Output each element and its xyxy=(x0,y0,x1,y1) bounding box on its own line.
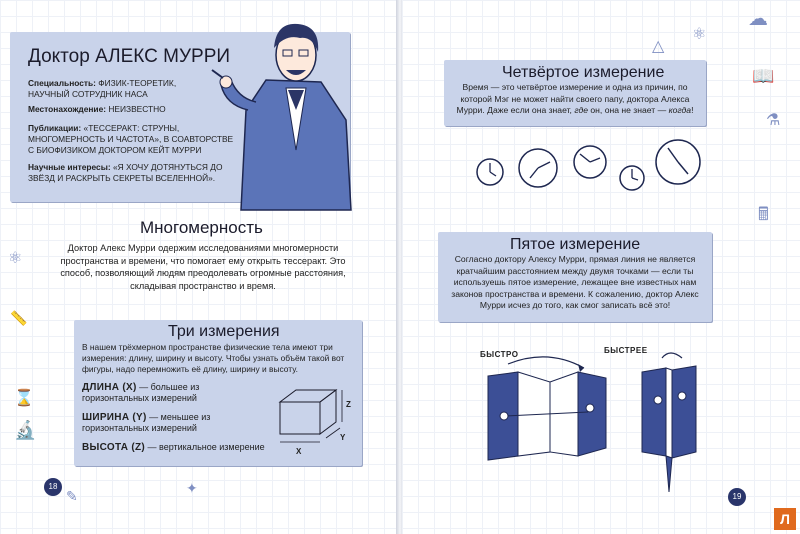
page-number-left: 18 xyxy=(44,478,62,496)
left-page xyxy=(0,0,398,534)
location-label: Местонахождение: xyxy=(28,104,107,114)
location-value: НЕИЗВЕСТНО xyxy=(108,104,166,114)
fourth-dim-box xyxy=(444,60,706,126)
faster-label: БЫСТРЕЕ xyxy=(604,346,648,355)
fourth-text-a: Время — это четвёртое измерение и одна из причин, по которой Мэг не может найти своего папу, доктора Алекса Мурри. Даже если она знает, xyxy=(456,82,690,115)
flask-doodle-icon: ⚗ xyxy=(766,112,781,129)
interests-label: Научные интересы: xyxy=(28,162,111,172)
interests-value: «Я ХОЧУ ДОТЯНУТЬСЯ ДО ЗВЁЗД И РАСКРЫТЬ СЕКРЕТЫ ВСЕЛЕННОЙ». xyxy=(28,162,223,183)
cloud-doodle-icon: ☁ xyxy=(748,8,768,30)
width-label: ШИРИНА (Y) xyxy=(82,412,147,423)
calculator-doodle-icon: 🖩 xyxy=(758,204,769,224)
height-desc: — вертикальное измерение xyxy=(147,442,265,452)
fourth-text-b: он, она не знает — xyxy=(588,105,669,115)
page-number-right: 19 xyxy=(728,488,746,506)
molecule-doodle-icon: ⚛ xyxy=(692,26,707,43)
scientist-illustration xyxy=(226,10,356,210)
height-label: ВЫСОТА (Z) xyxy=(82,442,146,453)
axis-z-label: Z xyxy=(346,400,352,409)
publications-value: «ТЕССЕРАКТ: СТРУНЫ, МНОГОМЕРНОСТЬ И ЧАСТОТА», В СОАВТОРСТВЕ С БИОФИЗИКОМ ДОКТОРОМ КЕЙТ МУРРИ xyxy=(28,123,234,155)
folded-paper-faster xyxy=(638,356,718,496)
publisher-logo: Л xyxy=(774,508,796,530)
clock-2-icon xyxy=(519,149,557,187)
clock-4-icon xyxy=(620,166,644,190)
specialty-value: ФИЗИК-ТЕОРЕТИК, НАУЧНЫЙ СОТРУДНИК НАСА xyxy=(28,78,177,99)
ruler-doodle-icon: 📏 xyxy=(10,310,28,326)
fourth-text-c: ! xyxy=(691,105,694,115)
fifth-dim-text: Согласно доктору Алексу Мурри, прямая линия не является кратчайшим расстоянием между двумя точками — если ты используешь пятое измерение, лежащее вне известных нам законов пространства и времени. К сожалению, доктор Алекс Мурри исчез до того, как смог записать всё это! xyxy=(451,254,699,310)
three-dims-title: Три измерения xyxy=(168,323,280,340)
three-dims-text: В нашем трёхмерном пространстве физические тела имеют три измерения: длину, ширину и высоту. Чтобы узнать объём такой вот фигуры, надо перемножить её длину, ширину и высоту. xyxy=(82,342,345,374)
folded-paper-fast xyxy=(488,362,638,472)
star-doodle-icon: ✦ xyxy=(186,480,198,496)
clocks-illustration xyxy=(474,136,704,196)
axis-y-label: Y xyxy=(340,433,346,442)
length-row xyxy=(82,382,232,404)
fourth-dim-title: Четвёртое измерение xyxy=(502,64,665,81)
axis-x-label: X xyxy=(296,447,302,456)
clock-3-icon xyxy=(574,146,606,178)
bio-title: Доктор АЛЕКС МУРРИ xyxy=(28,46,231,67)
book-doodle-icon: 📖 xyxy=(752,66,775,86)
fourth-text-em2: когда xyxy=(668,105,692,115)
hourglass-doodle-icon: ⌛ xyxy=(14,390,34,407)
cuboid-diagram xyxy=(270,382,360,462)
length-label: ДЛИНА (X) xyxy=(82,382,137,393)
fourth-text-em1: где xyxy=(574,105,588,115)
width-row xyxy=(82,412,232,434)
fast-label: БЫСТРО xyxy=(480,350,519,359)
atom-doodle-icon: ⚛ xyxy=(8,250,23,267)
microscope-doodle-icon: 🔬 xyxy=(14,420,37,440)
triangle-doodle-icon: △ xyxy=(652,38,665,55)
bio-publications xyxy=(28,123,238,156)
multidim-title: Многомерность xyxy=(140,218,263,237)
specialty-label: Специальность: xyxy=(28,78,96,88)
clock-5-icon xyxy=(656,140,700,184)
clock-1-icon xyxy=(477,159,503,185)
fifth-dim-box xyxy=(438,232,712,322)
fourth-dim-text xyxy=(450,82,700,117)
fifth-dim-title: Пятое измерение xyxy=(510,236,641,253)
bio-location xyxy=(28,104,228,115)
bio-specialty xyxy=(28,78,218,100)
pencil-doodle-icon: ✎ xyxy=(66,488,78,504)
height-row xyxy=(82,442,282,453)
length-desc: — большее из горизонтальных измерений xyxy=(82,382,200,403)
width-desc: — меньшее из горизонтальных измерений xyxy=(82,412,211,433)
publications-label: Публикации: xyxy=(28,123,82,133)
multidim-text: Доктор Алекс Мурри одержим исследованиями многомерности пространства и времени, что помогает ему открыть тессеракт. Это способ, позволяющий людям преодолевать огромные расстояния, складывая пространство и время. xyxy=(60,243,346,291)
right-page xyxy=(402,0,800,534)
bio-interests xyxy=(28,162,238,184)
